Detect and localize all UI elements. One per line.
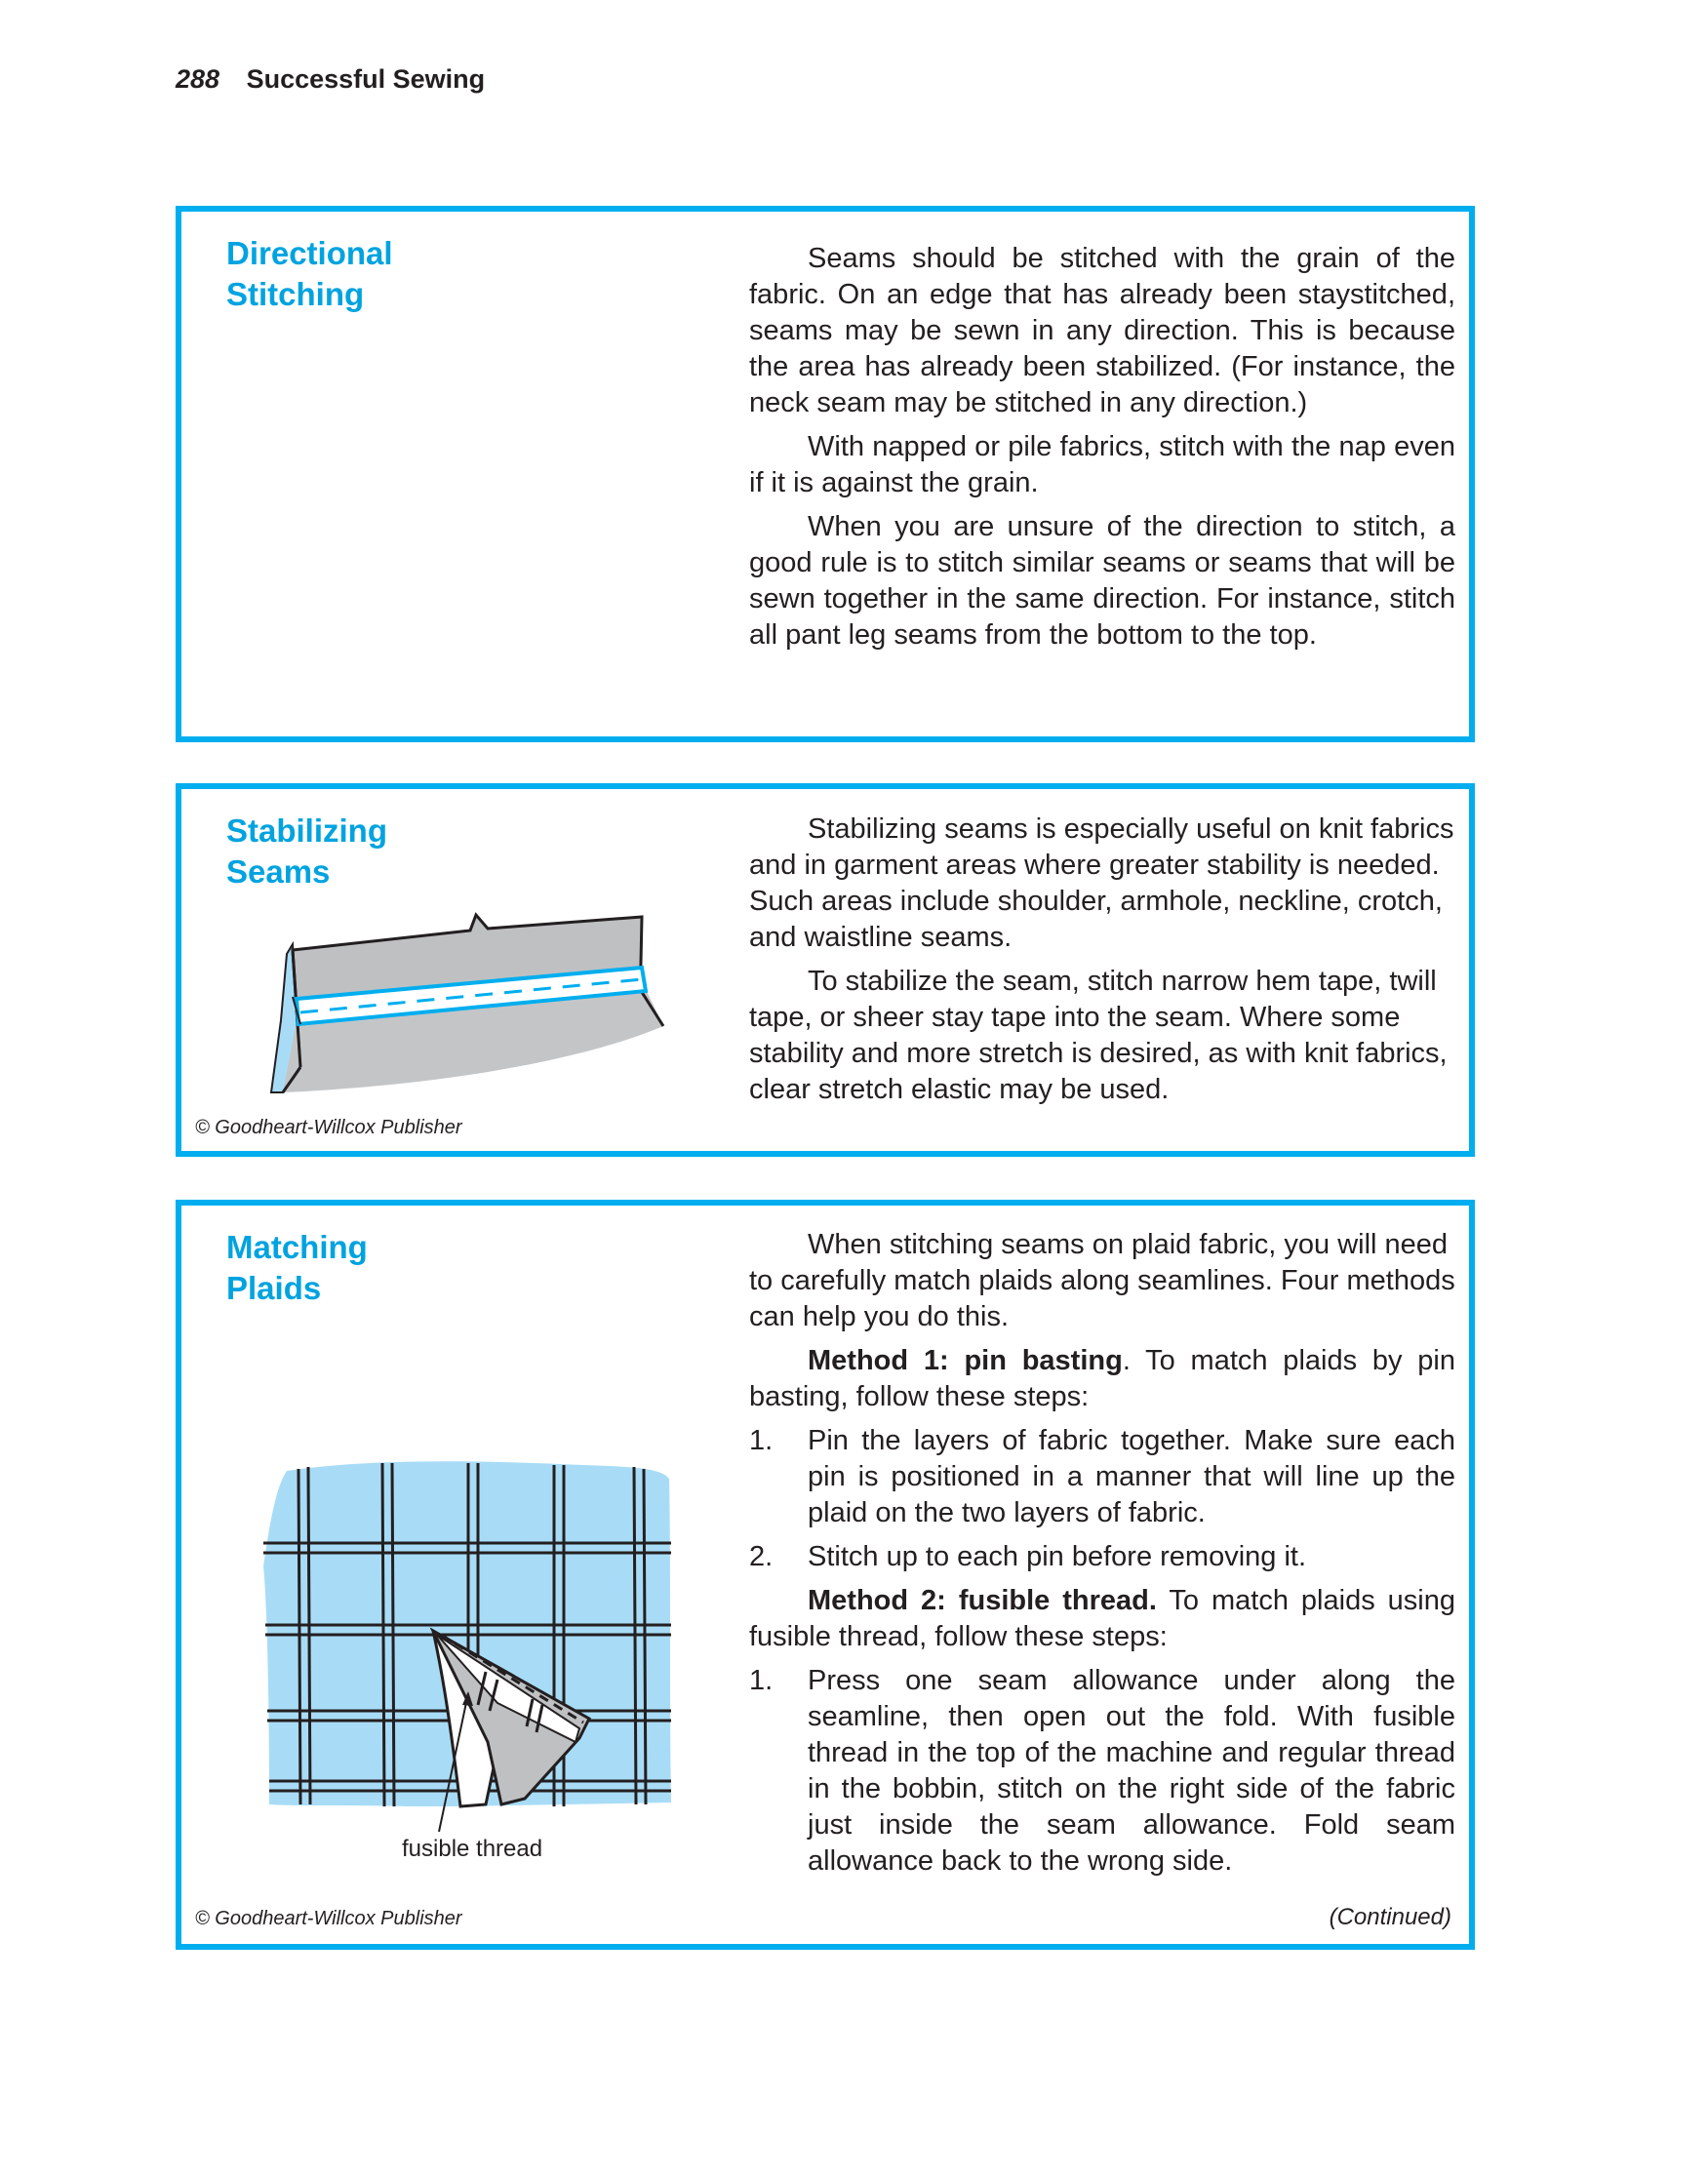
step-text: Press one seam allowance under along the seamline, then open out the fold. With fusible thread in the top of the machine and regular thread in the bobbin, stitch on the right side of the fabric just inside the seam allowance. Fold seam allowance back to the wrong side.	[808, 1665, 1455, 1877]
list-item	[749, 1539, 1455, 1575]
method-2-text: To match plaids using fusible thread, follow these steps:	[749, 1585, 1456, 1652]
page-number: 288	[176, 64, 220, 94]
box-title-line-2: Stitching	[226, 276, 365, 312]
box-body	[749, 1227, 1455, 1887]
book-title: Successful Sewing	[246, 64, 486, 94]
list-item	[749, 1663, 1455, 1880]
box-title	[226, 1227, 368, 1309]
step-number: 2.	[749, 1541, 774, 1572]
box-title	[226, 233, 393, 315]
step-number: 1.	[749, 1425, 774, 1456]
credit-line: © Goodheart-Willcox Publisher	[195, 1117, 462, 1138]
step-text: Pin the layers of fabric together. Make sure each pin is positioned in a manner that will line up the plaid on the two layers of fabric.	[808, 1425, 1455, 1528]
running-head	[176, 64, 485, 95]
method-1-steps	[749, 1423, 1455, 1575]
box-title-line-2: Plaids	[226, 1270, 322, 1306]
paragraph: When you are unsure of the direction to stitch, a good rule is to stitch similar seams or seams that will be sewn together in the same direction. For instance, stitch all pant leg seams from the bottom to the top.	[749, 511, 1455, 651]
matching-plaids-box	[176, 1200, 1475, 1950]
paragraph: Stabilizing seams is especially useful on knit fabrics and in garment areas where greater stability is needed. Such areas include shoulder, armhole, neckline, crotch, and waistline seams.	[749, 813, 1454, 953]
list-item	[749, 1423, 1455, 1531]
plaid-fabric-illustration	[261, 1449, 691, 1840]
paragraph: To stabilize the seam, stitch narrow hem tape, twill tape, or sheer stay tape into the seam. Where some stability and more stretch is desired, as with knit fabrics, clear stretch elastic may be used.	[749, 966, 1448, 1105]
method-2-heading: Method 2: fusible thread.	[808, 1585, 1157, 1616]
paragraph: Seams should be stitched with the grain of the fabric. On an edge that has already been staystitched, seams may be sewn in any direction. This is because the area has already been stabilized. (For instance, the neck seam may be stitched in any direction.)	[749, 243, 1455, 418]
paragraph: With napped or pile fabrics, stitch with the nap even if it is against the grain.	[749, 431, 1455, 498]
box-title-line-1: Stabilizing	[226, 812, 387, 849]
paragraph: When stitching seams on plaid fabric, you will need to carefully match plaids along seamlines. Four methods can help you do this.	[749, 1229, 1455, 1332]
figure-label: fusible thread	[402, 1836, 543, 1862]
credit-line: © Goodheart-Willcox Publisher	[195, 1908, 462, 1929]
method-1-text: . To match plaids by pin basting, follow these steps:	[749, 1345, 1455, 1412]
box-title-line-2: Seams	[226, 853, 331, 890]
method-2-paragraph	[749, 1583, 1455, 1655]
method-2-steps	[749, 1663, 1455, 1880]
directional-stitching-box	[176, 206, 1475, 742]
box-body	[749, 812, 1455, 1116]
box-title	[226, 811, 387, 892]
step-number: 1.	[749, 1665, 774, 1696]
method-1-heading: Method 1: pin basting	[808, 1345, 1123, 1376]
step-text: Stitch up to each pin before removing it.	[808, 1541, 1307, 1572]
box-body	[749, 241, 1455, 661]
stabilizing-seams-box	[176, 783, 1475, 1157]
seam-tape-illustration	[254, 903, 683, 1098]
continued-note: (Continued)	[1329, 1904, 1451, 1930]
method-1-paragraph	[749, 1343, 1455, 1415]
box-title-line-1: Directional	[226, 235, 393, 271]
box-title-line-1: Matching	[226, 1229, 368, 1265]
